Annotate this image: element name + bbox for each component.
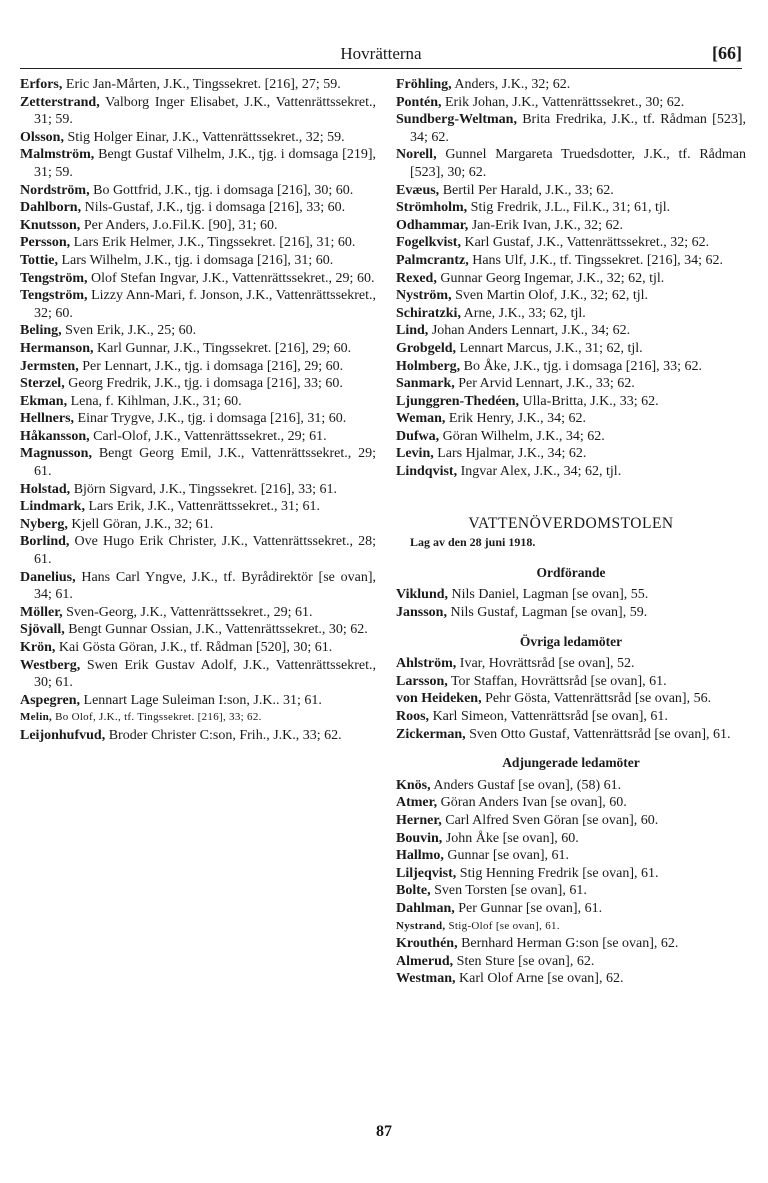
list-entry bbox=[396, 900, 746, 918]
entry-details: Sten Sture [se ovan], 62. bbox=[453, 953, 595, 969]
entry-details: Bertil Per Harald, J.K., 33; 62. bbox=[439, 182, 614, 198]
entry-name: von Heideken, bbox=[396, 691, 482, 707]
entry-details: Björn Sigvard, J.K., Tingssekret. [216], 33; 61. bbox=[70, 481, 337, 497]
entry-details: Ivar, Hovrättsråd [se ovan], 52. bbox=[456, 656, 635, 672]
list-entry bbox=[20, 322, 376, 340]
list-entry bbox=[20, 129, 376, 147]
entry-name: Nystrand, bbox=[396, 919, 446, 932]
entry-details: Ulla-Britta, J.K., 33; 62. bbox=[519, 393, 659, 409]
entry-details: Brita Fredrika, J.K., tf. Rådman [523], 34; 62. bbox=[410, 112, 746, 145]
entry-name: Weman, bbox=[396, 411, 446, 427]
entry-name: Danelius, bbox=[20, 569, 76, 585]
entry-details: Per Anders, J.o.Fil.K. [90], 31; 60. bbox=[80, 217, 278, 233]
list-entry bbox=[20, 270, 376, 288]
list-entry bbox=[20, 410, 376, 428]
entry-details: Karl Olof Arne [se ovan], 62. bbox=[455, 971, 624, 987]
list-entry bbox=[396, 970, 746, 988]
list-entry bbox=[396, 199, 746, 217]
entry-name: Krouthén, bbox=[396, 936, 458, 952]
list-entry bbox=[20, 340, 376, 358]
list-entry bbox=[20, 657, 376, 692]
entry-name: Larsson, bbox=[396, 673, 448, 689]
list-entry bbox=[20, 727, 376, 745]
entry-details: Per Gunnar [se ovan], 61. bbox=[454, 900, 603, 916]
entry-details: Lars Hjalmar, J.K., 34; 62. bbox=[433, 446, 587, 462]
page-reference: [66] bbox=[712, 43, 742, 63]
list-entry bbox=[396, 690, 746, 708]
entry-name: Leijonhufvud, bbox=[20, 727, 106, 743]
list-entry bbox=[20, 445, 376, 480]
entry-name: Knös, bbox=[396, 777, 431, 793]
entry-name: Beling, bbox=[20, 323, 62, 339]
list-entry bbox=[20, 375, 376, 393]
entry-details: Lars Erik, J.K., Vattenrättssekret., 31; 61. bbox=[84, 499, 320, 515]
entry-name: Westman, bbox=[396, 971, 456, 987]
entry-details: Olof Stefan Ingvar, J.K., Vattenrättssekret., 29; 60. bbox=[87, 270, 375, 286]
entry-details: Lennart Marcus, J.K., 31; 62, tjl. bbox=[456, 340, 643, 356]
entry-details: Tor Staffan, Hovrättsråd [se ovan], 61. bbox=[447, 673, 667, 689]
list-entry bbox=[396, 393, 746, 411]
list-entry bbox=[396, 375, 746, 393]
entry-name: Hermanson, bbox=[20, 340, 94, 356]
entry-name: Palmcrantz, bbox=[396, 252, 469, 268]
entry-details: Pehr Gösta, Vattenrättsråd [se ovan], 56. bbox=[481, 691, 712, 707]
entry-name: Melin, bbox=[20, 711, 53, 724]
running-title: Hovrätterna bbox=[340, 44, 422, 63]
entry-name: Aspegren, bbox=[20, 692, 81, 708]
section-subtitle: Lag av den 28 juni 1918. bbox=[410, 535, 536, 550]
entry-name: Magnusson, bbox=[20, 446, 92, 462]
entry-name: Atmer, bbox=[396, 795, 438, 811]
entry-name: Dufwa, bbox=[396, 428, 440, 444]
list-entry bbox=[396, 655, 746, 673]
list-entry bbox=[396, 410, 746, 428]
ordforande-list bbox=[396, 586, 746, 621]
list-entry bbox=[396, 673, 746, 691]
entry-name: Tengström, bbox=[20, 288, 88, 304]
entry-name: Zetterstrand, bbox=[20, 94, 100, 110]
list-entry bbox=[20, 516, 376, 534]
entry-details: Johan Anders Lennart, J.K., 34; 62. bbox=[428, 323, 631, 339]
list-entry bbox=[20, 692, 376, 710]
entry-details: Sven Erik, J.K., 25; 60. bbox=[61, 323, 197, 339]
entry-details: Arne, J.K., 33; 62, tjl. bbox=[460, 305, 586, 321]
entry-details: Hans Ulf, J.K., tf. Tingssekret. [216], 34; 62. bbox=[468, 252, 724, 268]
list-entry bbox=[20, 287, 376, 322]
entry-name: Dahlborn, bbox=[20, 200, 82, 216]
entry-details: Eric Jan-Mårten, J.K., Tingssekret. [216], 27; 59. bbox=[62, 77, 341, 92]
list-entry bbox=[396, 604, 746, 622]
list-entry bbox=[20, 94, 376, 129]
entry-details: Lizzy Ann-Mari, f. Jonson, J.K., Vattenrättssekret., 32; 60. bbox=[34, 288, 376, 321]
entry-name: Zickerman, bbox=[396, 726, 466, 742]
adjungerade-list bbox=[396, 777, 746, 988]
entry-details: Göran Anders Ivan [se ovan], 60. bbox=[437, 795, 627, 811]
entry-details: Ingvar Alex, J.K., 34; 62, tjl. bbox=[457, 464, 622, 480]
entry-name: Lind, bbox=[396, 323, 429, 339]
entry-name: Knutsson, bbox=[20, 217, 81, 233]
entry-details: Bengt Gunnar Ossian, J.K., Vattenrättssekret., 30; 62. bbox=[64, 622, 368, 638]
entry-name: Krön, bbox=[20, 640, 56, 655]
left-column bbox=[20, 76, 376, 745]
right-column-entries bbox=[396, 76, 746, 481]
list-entry bbox=[396, 234, 746, 252]
entry-name: Tottie, bbox=[20, 252, 58, 268]
entry-details: Bo Åke, J.K., tjg. i domsaga [216], 33; 62. bbox=[460, 358, 703, 374]
list-entry bbox=[396, 182, 746, 200]
entry-details: Karl Gunnar, J.K., Tingssekret. [216], 29; 60. bbox=[93, 340, 352, 356]
list-entry bbox=[396, 953, 746, 971]
entry-details: Gunnel Margareta Truedsdotter, J.K., tf. Rådman [523], 30; 62. bbox=[410, 147, 746, 180]
entry-name: Fröhling, bbox=[396, 77, 452, 92]
entry-name: Norell, bbox=[396, 147, 437, 163]
list-entry bbox=[20, 533, 376, 568]
entry-name: Håkansson, bbox=[20, 428, 90, 444]
entry-details: Lennart Lage Suleiman I:son, J.K.. 31; 61. bbox=[80, 692, 322, 708]
ovriga-heading: Övriga ledamöter bbox=[519, 633, 623, 649]
entry-details: Bo Gottfrid, J.K., tjg. i domsaga [216], 30; 60. bbox=[89, 182, 354, 198]
entry-name: Hellners, bbox=[20, 411, 75, 427]
entry-name: Nordström, bbox=[20, 182, 90, 198]
list-entry bbox=[20, 481, 376, 499]
entry-details: Nils Gustaf, Lagman [se ovan], 59. bbox=[446, 605, 648, 621]
right-column bbox=[396, 76, 746, 988]
entry-details: Bo Olof, J.K., tf. Tingssekret. [216], 33; 62. bbox=[52, 711, 262, 724]
list-entry bbox=[20, 569, 376, 604]
entry-details: Bengt Gustaf Vilhelm, J.K., tjg. i domsaga [219], 31; 59. bbox=[34, 147, 376, 180]
entry-details: Erik Johan, J.K., Vattenrättssekret., 30; 62. bbox=[441, 94, 685, 110]
list-entry bbox=[396, 217, 746, 235]
entry-details: Stig-Olof [se ovan], 61. bbox=[445, 919, 560, 932]
entry-name: Herner, bbox=[396, 812, 442, 828]
list-entry bbox=[396, 882, 746, 900]
entry-details: Einar Trygve, J.K., tjg. i domsaga [216], 31; 60. bbox=[74, 411, 347, 427]
entry-name: Borlind, bbox=[20, 534, 70, 550]
list-entry bbox=[396, 111, 746, 146]
entry-name: Sanmark, bbox=[396, 376, 455, 392]
entry-name: Grobgeld, bbox=[396, 340, 457, 356]
entry-details: Carl Alfred Sven Göran [se ovan], 60. bbox=[441, 812, 659, 828]
entry-details: Erik Henry, J.K., 34; 62. bbox=[445, 411, 587, 427]
entry-name: Hallmo, bbox=[396, 848, 444, 864]
entry-details: Bernhard Herman G:son [se ovan], 62. bbox=[457, 936, 679, 952]
list-entry bbox=[20, 393, 376, 411]
entry-name: Bouvin, bbox=[396, 830, 443, 846]
ordforande-heading: Ordförande bbox=[536, 564, 606, 580]
list-entry bbox=[20, 199, 376, 217]
entry-name: Holstad, bbox=[20, 481, 71, 497]
entry-details: Lars Wilhelm, J.K., tjg. i domsaga [216], 31; 60. bbox=[57, 252, 334, 268]
list-entry bbox=[20, 358, 376, 376]
entry-details: Sven Otto Gustaf, Vattenrättsråd [se ovan], 61. bbox=[465, 726, 731, 742]
list-entry bbox=[396, 777, 746, 795]
list-entry bbox=[20, 146, 376, 181]
entry-name: Tengström, bbox=[20, 270, 88, 286]
entry-details: Ove Hugo Erik Christer, J.K., Vattenrättssekret., 28; 61. bbox=[34, 534, 376, 568]
list-entry bbox=[20, 498, 376, 516]
list-entry bbox=[20, 639, 376, 657]
entry-name: Erfors, bbox=[20, 77, 63, 92]
entry-name: Ahlström, bbox=[396, 656, 457, 672]
list-entry bbox=[396, 322, 746, 340]
entry-name: Viklund, bbox=[396, 587, 449, 603]
list-entry bbox=[20, 217, 376, 235]
list-entry bbox=[396, 340, 746, 358]
ovriga-list bbox=[396, 655, 746, 743]
list-entry bbox=[396, 726, 746, 744]
entry-details: Anders, J.K., 32; 62. bbox=[451, 77, 571, 92]
entry-name: Levin, bbox=[396, 446, 434, 462]
entry-details: Göran Wilhelm, J.K., 34; 62. bbox=[439, 428, 605, 444]
entry-name: Pontén, bbox=[396, 94, 442, 110]
entry-details: Hans Carl Yngve, J.K., tf. Byrådirektör [se ovan], 34; 61. bbox=[34, 569, 376, 603]
entry-details: Kai Gösta Göran, J.K., tf. Rådman [520], 30; 61. bbox=[55, 640, 333, 655]
entry-name: Malmström, bbox=[20, 147, 95, 163]
entry-name: Strömholm, bbox=[396, 200, 468, 216]
entry-name: Möller, bbox=[20, 604, 63, 620]
list-entry bbox=[20, 234, 376, 252]
list-entry bbox=[20, 709, 376, 727]
entry-name: Almerud, bbox=[396, 953, 454, 969]
entry-details: Stig Henning Fredrik [se ovan], 61. bbox=[456, 865, 659, 881]
entry-details: Anders Gustaf [se ovan], (58) 61. bbox=[430, 777, 622, 793]
entry-details: Jan-Erik Ivan, J.K., 32; 62. bbox=[468, 217, 623, 233]
entry-details: Karl Gustaf, J.K., Vattenrättssekret., 32; 62. bbox=[460, 235, 710, 251]
adjungerade-heading: Adjungerade ledamöter bbox=[502, 755, 640, 771]
page-number: 87 bbox=[376, 1123, 392, 1140]
list-entry bbox=[396, 445, 746, 463]
entry-details: Georg Fredrik, J.K., tjg. i domsaga [216], 33; 60. bbox=[64, 376, 343, 392]
list-entry bbox=[396, 94, 746, 112]
list-entry bbox=[396, 865, 746, 883]
entry-details: Broder Christer C:son, Frih., J.K., 33; 62. bbox=[105, 727, 342, 743]
entry-details: Swen Erik Gustav Adolf, J.K., Vattenrättssekret., 30; 61. bbox=[34, 657, 376, 691]
list-entry bbox=[20, 76, 376, 94]
entry-name: Fogelkvist, bbox=[396, 235, 461, 251]
entry-details: Carl-Olof, J.K., Vattenrättssekret., 29; 61. bbox=[89, 428, 327, 444]
list-entry bbox=[396, 918, 746, 936]
entry-details: Gunnar [se ovan], 61. bbox=[443, 848, 570, 864]
entry-details: Stig Fredrik, J.L., Fil.K., 31; 61, tjl. bbox=[467, 200, 671, 216]
list-entry bbox=[20, 252, 376, 270]
list-entry bbox=[396, 830, 746, 848]
entry-details: Per Lennart, J.K., tjg. i domsaga [216], 29; 60. bbox=[78, 358, 344, 374]
entry-name: Roos, bbox=[396, 709, 430, 724]
entry-name: Jansson, bbox=[396, 605, 447, 621]
entry-name: Schiratzki, bbox=[396, 305, 461, 321]
entry-details: Sven-Georg, J.K., Vattenrättssekret., 29; 61. bbox=[62, 604, 313, 620]
list-entry bbox=[396, 287, 746, 305]
entry-name: Ljunggren-Thedéen, bbox=[396, 393, 520, 409]
list-entry bbox=[396, 586, 746, 604]
entry-name: Nyström, bbox=[396, 288, 452, 304]
entry-name: Sundberg-Weltman, bbox=[396, 112, 517, 128]
list-entry bbox=[396, 305, 746, 323]
list-entry bbox=[20, 428, 376, 446]
entry-name: Evæus, bbox=[396, 182, 440, 198]
list-entry bbox=[20, 621, 376, 639]
entry-name: Holmberg, bbox=[396, 358, 461, 374]
list-entry bbox=[396, 812, 746, 830]
entry-name: Nyberg, bbox=[20, 516, 68, 532]
list-entry bbox=[396, 935, 746, 953]
entry-details: Stig Holger Einar, J.K., Vattenrättssekret., 32; 59. bbox=[63, 129, 345, 145]
entry-details: Nils Daniel, Lagman [se ovan], 55. bbox=[448, 587, 649, 603]
list-entry bbox=[20, 182, 376, 200]
entry-details: Lars Erik Helmer, J.K., Tingssekret. [216], 31; 60. bbox=[70, 235, 356, 251]
entry-details: Kjell Göran, J.K., 32; 61. bbox=[67, 516, 214, 532]
entry-name: Jermsten, bbox=[20, 358, 79, 374]
list-entry bbox=[396, 358, 746, 376]
entry-name: Rexed, bbox=[396, 270, 437, 286]
entry-name: Sterzel, bbox=[20, 376, 65, 392]
entry-name: Westberg, bbox=[20, 657, 81, 673]
list-entry bbox=[396, 463, 746, 481]
entry-details: Per Arvid Lennart, J.K., 33; 62. bbox=[454, 376, 635, 392]
entry-details: Sven Torsten [se ovan], 61. bbox=[430, 883, 587, 899]
list-entry bbox=[396, 428, 746, 446]
list-entry bbox=[396, 794, 746, 812]
entry-details: Karl Simeon, Vattenrättsråd [se ovan], 61. bbox=[429, 709, 668, 724]
list-entry bbox=[396, 270, 746, 288]
entry-details: Sven Martin Olof, J.K., 32; 62, tjl. bbox=[451, 288, 648, 304]
list-entry bbox=[20, 604, 376, 622]
list-entry bbox=[396, 146, 746, 181]
entry-details: Nils-Gustaf, J.K., tjg. i domsaga [216], 33; 60. bbox=[81, 200, 346, 216]
entry-details: Valborg Inger Elisabet, J.K., Vattenrättssekret., 31; 59. bbox=[34, 94, 376, 128]
entry-details: Gunnar Georg Ingemar, J.K., 32; 62, tjl. bbox=[436, 270, 665, 286]
entry-details: John Åke [se ovan], 60. bbox=[442, 830, 579, 846]
list-entry bbox=[396, 708, 746, 726]
entry-details: Lena, f. Kihlman, J.K., 31; 60. bbox=[67, 393, 242, 409]
entry-name: Persson, bbox=[20, 235, 71, 251]
entry-details: Bengt Georg Emil, J.K., Vattenrättssekret., 29; 61. bbox=[34, 446, 376, 480]
entry-name: Lindqvist, bbox=[396, 464, 458, 480]
entry-name: Liljeqvist, bbox=[396, 865, 457, 881]
entry-name: Olsson, bbox=[20, 129, 64, 145]
section-title: VATTENÖVERDOMSTOLEN bbox=[468, 514, 674, 532]
entry-name: Lindmark, bbox=[20, 499, 85, 515]
entry-name: Sjövall, bbox=[20, 622, 65, 638]
list-entry bbox=[396, 847, 746, 865]
list-entry bbox=[396, 76, 746, 94]
entry-name: Odhammar, bbox=[396, 217, 469, 233]
entry-name: Bolte, bbox=[396, 883, 431, 899]
entry-name: Ekman, bbox=[20, 393, 68, 409]
entry-name: Dahlman, bbox=[396, 900, 455, 916]
list-entry bbox=[396, 252, 746, 270]
page-header bbox=[20, 38, 742, 69]
